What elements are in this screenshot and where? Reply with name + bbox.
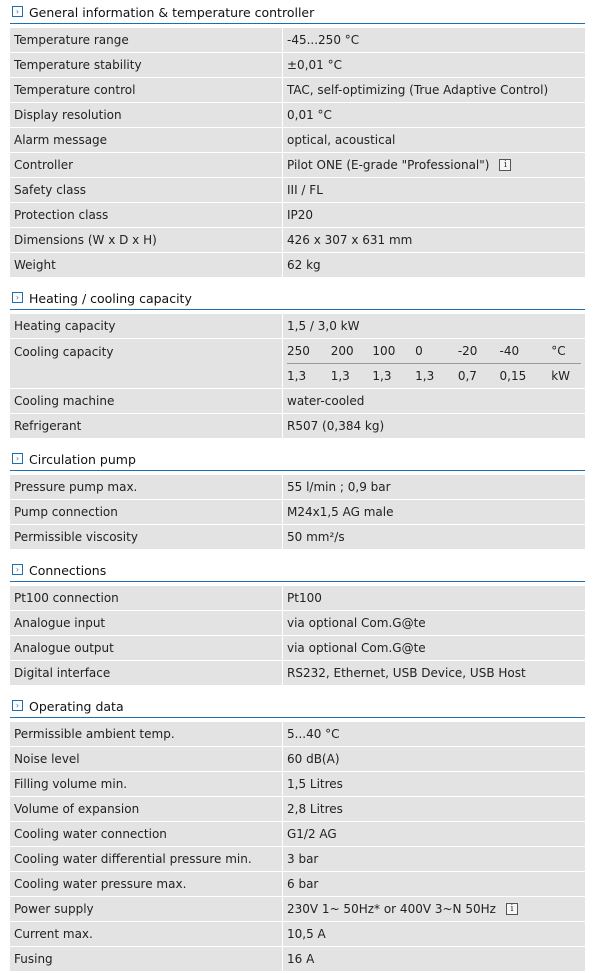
cooling-capacity-table bbox=[283, 339, 585, 389]
cooling-value: 1,3 bbox=[372, 369, 392, 383]
spec-row bbox=[10, 178, 585, 203]
section-title: Connections bbox=[29, 563, 107, 578]
spec-label: Permissible viscosity bbox=[10, 525, 283, 550]
cooling-temp: 200 bbox=[330, 344, 354, 358]
spec-row bbox=[10, 722, 585, 747]
spec-row bbox=[10, 661, 585, 686]
spec-value: TAC, self-optimizing (True Adaptive Control) bbox=[283, 78, 585, 103]
spec-value: 16 A bbox=[283, 947, 585, 972]
section-heating-cooling bbox=[10, 286, 585, 439]
spec-label: Pt100 connection bbox=[10, 586, 283, 611]
spec-row bbox=[10, 922, 585, 947]
spec-value: 62 kg bbox=[283, 253, 585, 278]
cooling-value: 0,7 bbox=[457, 369, 477, 383]
spec-row bbox=[10, 797, 585, 822]
spec-label: Temperature control bbox=[10, 78, 283, 103]
spec-value: III / FL bbox=[283, 178, 585, 203]
section-header[interactable] bbox=[10, 0, 585, 24]
spec-value: Pt100 bbox=[283, 586, 585, 611]
spec-value: 426 x 307 x 631 mm bbox=[283, 228, 585, 253]
spec-value: 0,01 °C bbox=[283, 103, 585, 128]
spec-value: ±0,01 °C bbox=[283, 53, 585, 78]
spec-row bbox=[10, 847, 585, 872]
spec-row bbox=[10, 103, 585, 128]
spec-value: 6 bar bbox=[283, 872, 585, 897]
cooling-temp-row bbox=[287, 339, 581, 364]
spec-value: via optional Com.G@te bbox=[283, 611, 585, 636]
spec-row bbox=[10, 525, 585, 550]
section-circulation-pump bbox=[10, 447, 585, 550]
spec-label: Controller bbox=[10, 153, 283, 178]
spec-value-with-info bbox=[283, 153, 585, 178]
spec-value: R507 (0,384 kg) bbox=[283, 414, 585, 439]
spec-row bbox=[10, 203, 585, 228]
spec-row bbox=[10, 611, 585, 636]
spec-label: Cooling machine bbox=[10, 389, 283, 414]
spec-row bbox=[10, 500, 585, 525]
spec-value: via optional Com.G@te bbox=[283, 636, 585, 661]
spec-row bbox=[10, 897, 585, 922]
spec-value: 1,5 Litres bbox=[283, 772, 585, 797]
expand-arrow-icon[interactable]: › bbox=[12, 292, 23, 303]
spec-label: Cooling water pressure max. bbox=[10, 872, 283, 897]
spec-label: Heating capacity bbox=[10, 314, 283, 339]
spec-label: Digital interface bbox=[10, 661, 283, 686]
spec-row bbox=[10, 389, 585, 414]
spec-row bbox=[10, 53, 585, 78]
info-icon[interactable]: i bbox=[506, 903, 518, 915]
spec-label: Dimensions (W x D x H) bbox=[10, 228, 283, 253]
spec-label: Fusing bbox=[10, 947, 283, 972]
spec-label: Pump connection bbox=[10, 500, 283, 525]
spec-value: RS232, Ethernet, USB Device, USB Host bbox=[283, 661, 585, 686]
spec-value-with-info bbox=[283, 897, 585, 922]
cooling-value-unit: kW bbox=[551, 369, 571, 383]
spec-row bbox=[10, 153, 585, 178]
cooling-value: 1,3 bbox=[287, 369, 307, 383]
section-header[interactable] bbox=[10, 286, 585, 310]
spec-row bbox=[10, 747, 585, 772]
spec-row bbox=[10, 228, 585, 253]
spec-label: Noise level bbox=[10, 747, 283, 772]
spec-label: Permissible ambient temp. bbox=[10, 722, 283, 747]
section-header[interactable] bbox=[10, 558, 585, 582]
spec-value: 1,5 / 3,0 kW bbox=[283, 314, 585, 339]
spec-value-text: Pilot ONE (E-grade "Professional") bbox=[287, 158, 490, 172]
section-connections bbox=[10, 558, 585, 686]
spec-label: Cooling capacity bbox=[10, 339, 283, 389]
spec-row bbox=[10, 475, 585, 500]
cooling-temp: -40 bbox=[499, 344, 520, 358]
spec-label: Weight bbox=[10, 253, 283, 278]
section-general bbox=[10, 0, 585, 278]
spec-value-text: 230V 1~ 50Hz* or 400V 3~N 50Hz bbox=[287, 902, 496, 916]
spec-value: M24x1,5 AG male bbox=[283, 500, 585, 525]
expand-arrow-icon[interactable]: › bbox=[12, 700, 23, 711]
spec-value: IP20 bbox=[283, 203, 585, 228]
spec-label: Refrigerant bbox=[10, 414, 283, 439]
spec-label: Temperature stability bbox=[10, 53, 283, 78]
spec-value: 55 l/min ; 0,9 bar bbox=[283, 475, 585, 500]
spec-row bbox=[10, 947, 585, 972]
spec-value: -45...250 °C bbox=[283, 28, 585, 53]
cooling-temp: 250 bbox=[287, 344, 310, 358]
cooling-value: 1,3 bbox=[330, 369, 350, 383]
section-title: General information & temperature controller bbox=[29, 5, 315, 20]
spec-row bbox=[10, 772, 585, 797]
spec-label: Temperature range bbox=[10, 28, 283, 53]
spec-label: Cooling water differential pressure min. bbox=[10, 847, 283, 872]
expand-arrow-icon[interactable]: › bbox=[12, 6, 23, 17]
spec-value: 5...40 °C bbox=[283, 722, 585, 747]
spec-label: Protection class bbox=[10, 203, 283, 228]
spec-value: 50 mm²/s bbox=[283, 525, 585, 550]
spec-value: 10,5 A bbox=[283, 922, 585, 947]
spec-label: Safety class bbox=[10, 178, 283, 203]
spec-row bbox=[10, 28, 585, 53]
cooling-value: 1,3 bbox=[415, 369, 435, 383]
expand-arrow-icon[interactable]: › bbox=[12, 564, 23, 575]
section-header[interactable] bbox=[10, 447, 585, 471]
spec-value: 3 bar bbox=[283, 847, 585, 872]
spec-label: Display resolution bbox=[10, 103, 283, 128]
section-title: Circulation pump bbox=[29, 452, 136, 467]
spec-label: Power supply bbox=[10, 897, 283, 922]
spec-row bbox=[10, 128, 585, 153]
spec-row bbox=[10, 872, 585, 897]
spec-value: optical, acoustical bbox=[283, 128, 585, 153]
spec-row bbox=[10, 586, 585, 611]
section-header[interactable] bbox=[10, 694, 585, 718]
spec-row bbox=[10, 822, 585, 847]
cooling-temp: 100 bbox=[372, 344, 396, 358]
spec-row bbox=[10, 78, 585, 103]
spec-sheet bbox=[10, 0, 585, 972]
spec-row-cooling-capacity bbox=[10, 339, 585, 389]
info-icon[interactable]: i bbox=[499, 159, 511, 171]
spec-value: water-cooled bbox=[283, 389, 585, 414]
spec-row bbox=[10, 414, 585, 439]
spec-label: Cooling water connection bbox=[10, 822, 283, 847]
spec-value: 60 dB(A) bbox=[283, 747, 585, 772]
spec-row bbox=[10, 636, 585, 661]
spec-label: Analogue output bbox=[10, 636, 283, 661]
spec-label: Volume of expansion bbox=[10, 797, 283, 822]
cooling-temp: 0 bbox=[415, 344, 423, 358]
spec-label: Alarm message bbox=[10, 128, 283, 153]
spec-value: 2,8 Litres bbox=[283, 797, 585, 822]
spec-label: Current max. bbox=[10, 922, 283, 947]
spec-value: G1/2 AG bbox=[283, 822, 585, 847]
cooling-temp-unit: °C bbox=[551, 344, 566, 358]
spec-label: Analogue input bbox=[10, 611, 283, 636]
section-operating-data bbox=[10, 694, 585, 972]
spec-row bbox=[10, 314, 585, 339]
section-title: Heating / cooling capacity bbox=[29, 291, 192, 306]
cooling-value: 0,15 bbox=[499, 369, 527, 383]
spec-row bbox=[10, 253, 585, 278]
spec-label: Filling volume min. bbox=[10, 772, 283, 797]
cooling-value-row bbox=[287, 364, 581, 388]
expand-arrow-icon[interactable]: › bbox=[12, 453, 23, 464]
spec-label: Pressure pump max. bbox=[10, 475, 283, 500]
cooling-temp: -20 bbox=[457, 344, 478, 358]
section-title: Operating data bbox=[29, 699, 124, 714]
